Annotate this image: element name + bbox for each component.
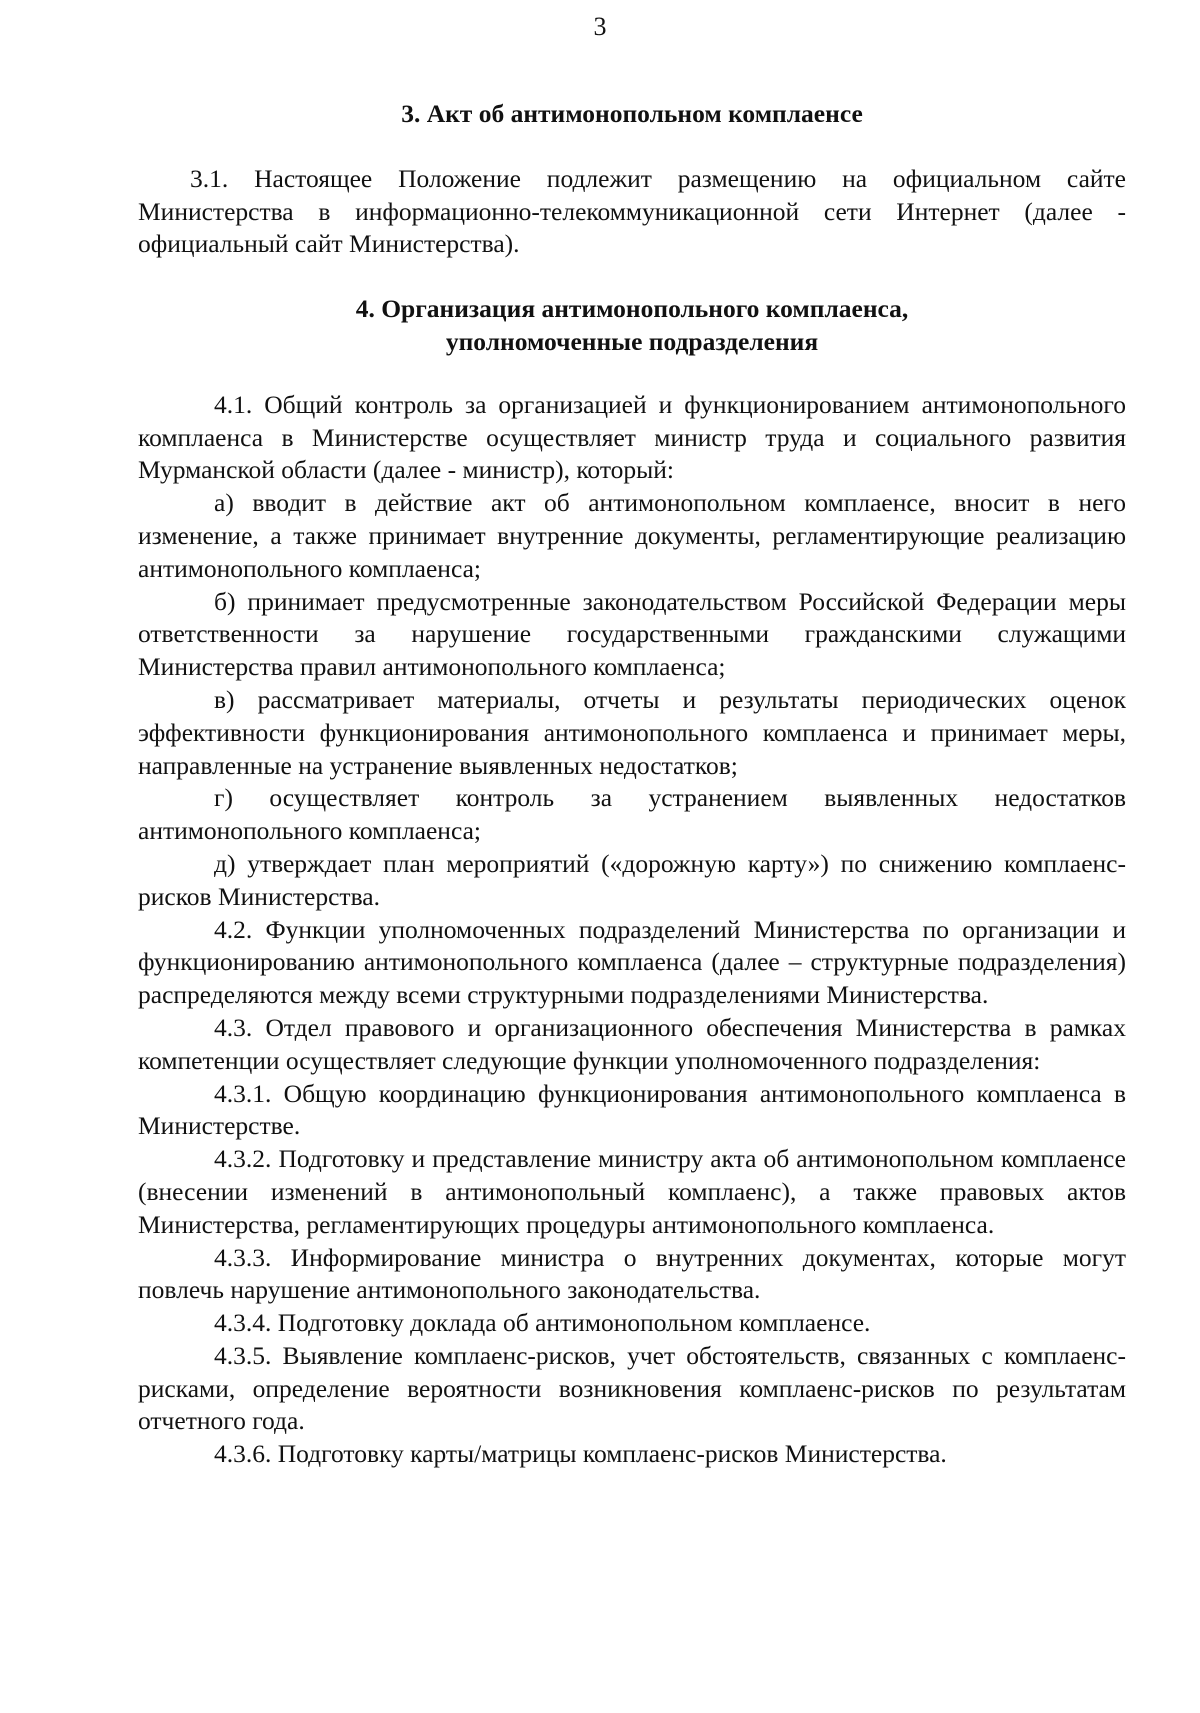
paragraph-4-3-6: 4.3.6. Подготовку карты/матрицы комплаенс-рисков Министерства. — [214, 1439, 947, 1469]
paragraph-4-2: 4.2. Функции уполномоченных подразделений Министерства по организации и функционированию антимонопольного комплаенса (далее – структурные подразделения) распределяются между всеми структурными подразделениями Министерства. — [138, 914, 1126, 1010]
paragraph-3-1: 3.1. Настоящее Положение подлежит размещению на официальном сайте Министерства в информационно-телекоммуникационной сети Интернет (далее - официальный сайт Министерства). — [138, 163, 1126, 259]
paragraph-4-3-3: 4.3.3. Информирование министра о внутренних документах, которые могут повлечь нарушение антимонопольного законодательства. — [138, 1242, 1126, 1305]
paragraph-4-3-4: 4.3.4. Подготовку доклада об антимонопольном комплаенсе. — [214, 1308, 871, 1338]
paragraph-4-1-g: г) осуществляет контроль за устранением выявленных недостатков антимонопольного комплаенса; — [138, 783, 1126, 846]
document-body — [138, 98, 1126, 1471]
section-4-heading-line-1: 4. Организация антимонопольного комплаенса, — [355, 294, 909, 324]
paragraph-4-3: 4.3. Отдел правового и организационного обеспечения Министерства в рамках компетенции осуществляет следующие функции уполномоченного подразделения: — [138, 1012, 1126, 1075]
paragraph-4-1-v: в) рассматривает материалы, отчеты и результаты периодических оценок эффективности функционирования антимонопольного комплаенса и принимает меры, направленные на устранение выявленных недостатков; — [138, 684, 1126, 780]
paragraph-4-1-d: д) утверждает план мероприятий («дорожную карту») по снижению комплаенс-рисков Министерства. — [138, 848, 1126, 911]
paragraph-4-1: 4.1. Общий контроль за организацией и функционированием антимонопольного комплаенса в Министерстве осуществляет министр труда и социального развития Мурманской области (далее - министр), который: — [138, 389, 1126, 485]
page-number: 3 — [593, 12, 607, 41]
paragraph-4-1-b: б) принимает предусмотренные законодательством Российской Федерации меры ответственности за нарушение государственными гражданскими служащими Министерства правил антимонопольного комплаенса; — [138, 586, 1126, 682]
paragraph-4-3-1: 4.3.1. Общую координацию функционирования антимонопольного комплаенса в Министерстве. — [138, 1078, 1126, 1141]
section-3-heading: 3. Акт об антимонопольном комплаенсе — [401, 99, 863, 128]
paragraph-4-3-5: 4.3.5. Выявление комплаенс-рисков, учет обстоятельств, связанных с комплаенс-рисками, определение вероятности возникновения комплаенс-рисков по результатам отчетного года. — [138, 1340, 1126, 1436]
section-4-heading-line-2: уполномоченные подразделения — [445, 326, 819, 356]
paragraph-4-1-a: а) вводит в действие акт об антимонопольном комплаенсе, вносит в него изменение, а также принимает внутренние документы, регламентирующие реализацию антимонопольного комплаенса; — [138, 488, 1126, 583]
section-4-heading — [138, 293, 1126, 359]
paragraph-4-3-2: 4.3.2. Подготовку и представление министру акта об антимонопольном комплаенсе (внесении изменений в антимонопольный комплаенс), а также правовых актов Министерства, регламентирующих процедуры антимонопольного комплаенса. — [138, 1144, 1126, 1239]
